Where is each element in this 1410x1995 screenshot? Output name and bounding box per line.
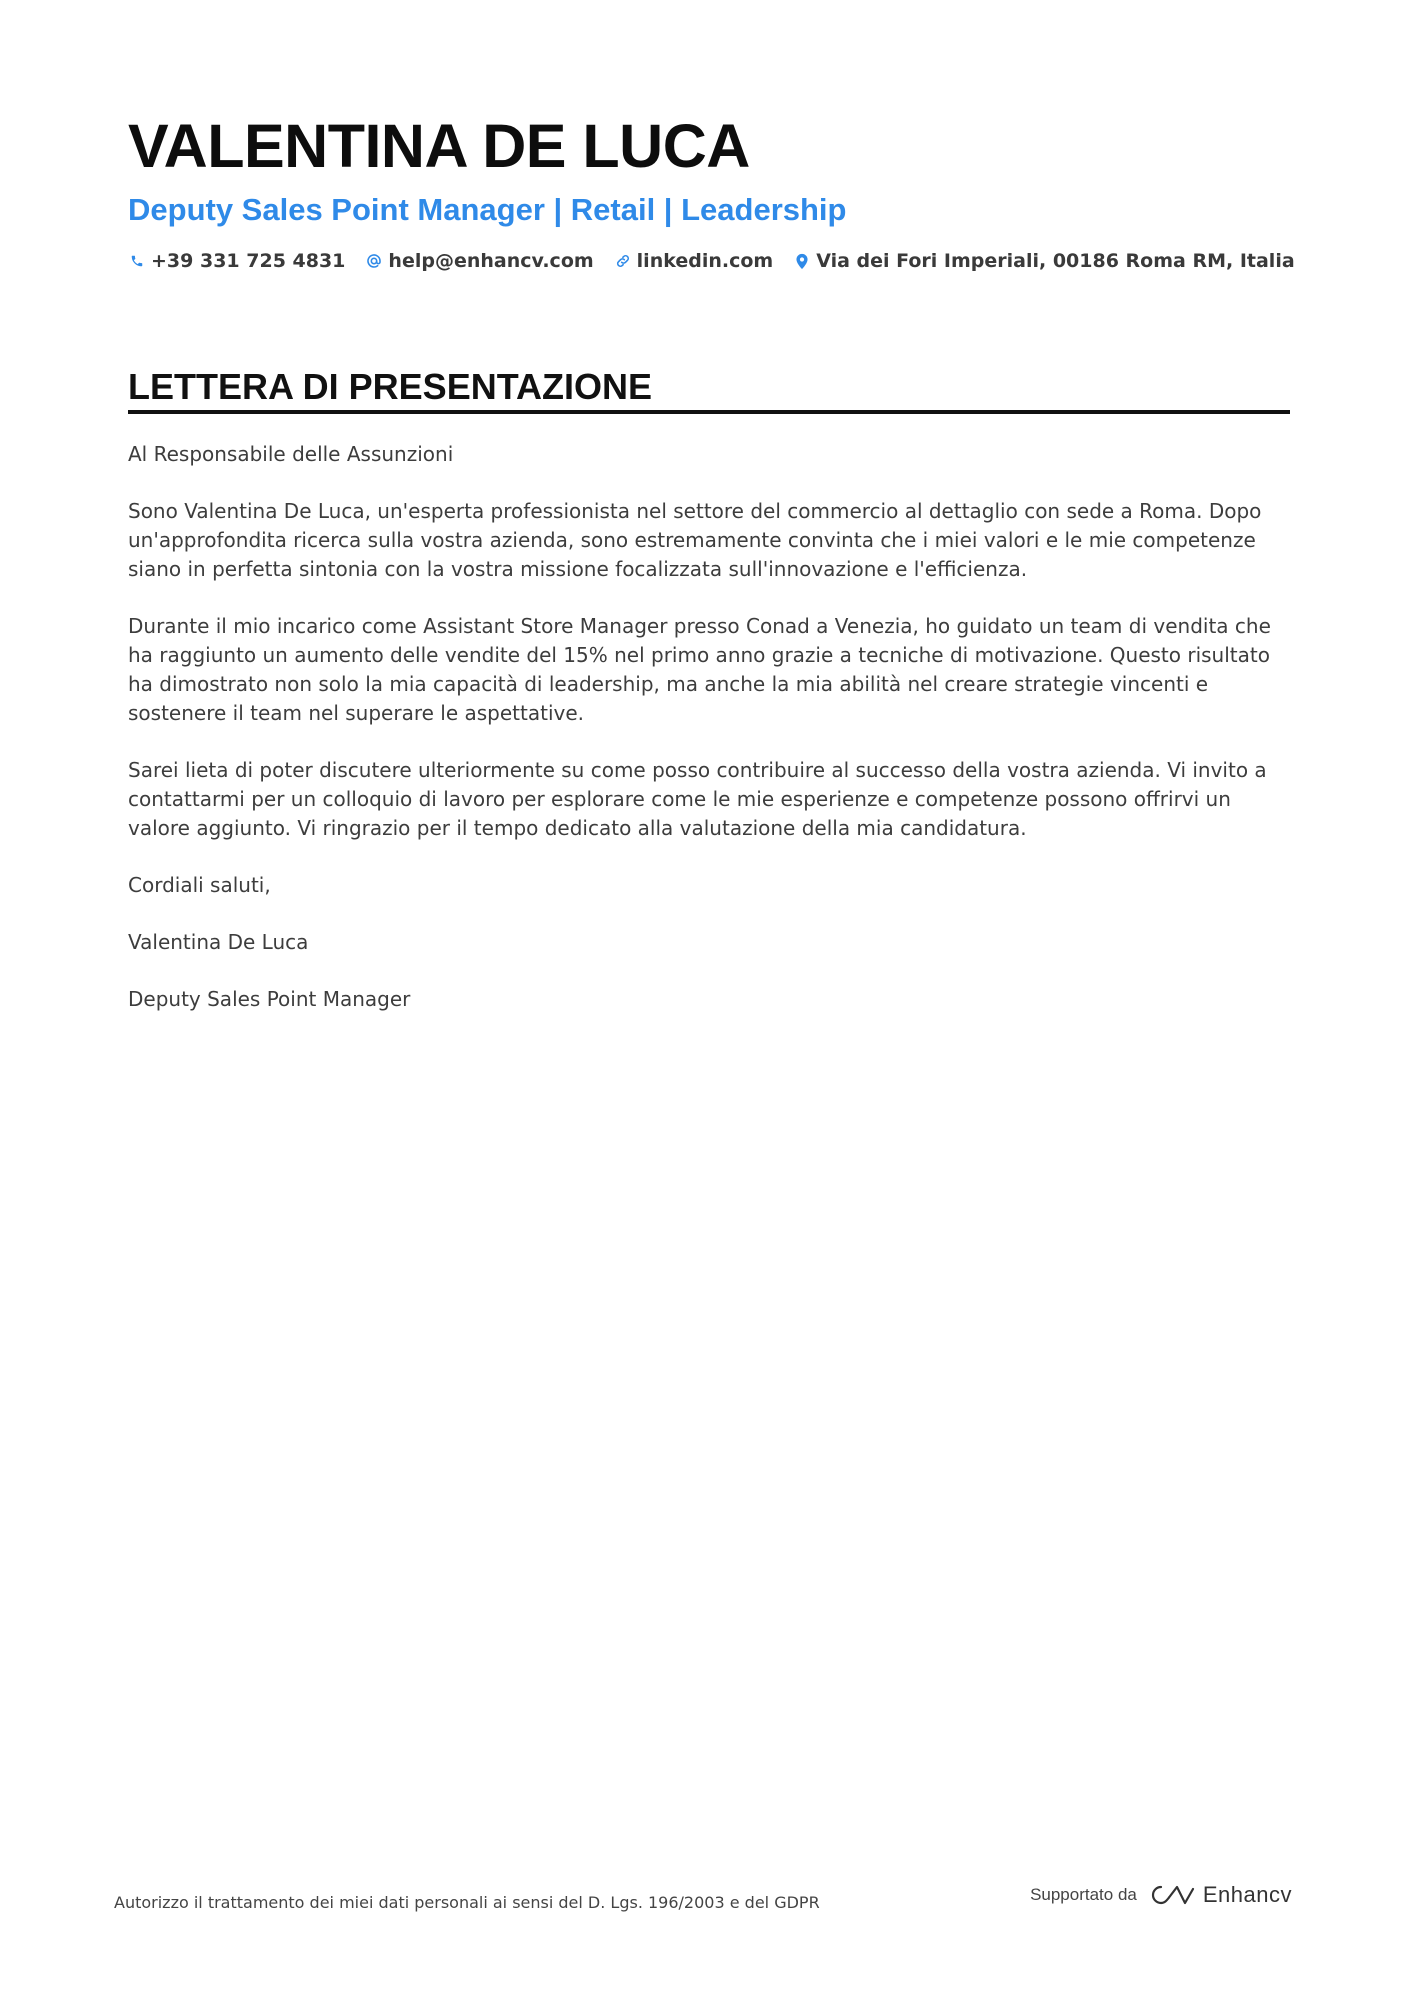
phone-icon [128, 251, 146, 271]
supported-by[interactable] [1030, 1882, 1292, 1908]
location-pin-icon [793, 251, 811, 271]
phone-value: +39 331 725 4831 [151, 250, 346, 272]
contact-location [793, 250, 1294, 272]
signature-name: Valentina De Luca [128, 930, 309, 954]
contact-email[interactable] [365, 250, 593, 272]
link-icon [614, 251, 632, 271]
at-icon [365, 251, 383, 271]
consent-notice: Autorizzo il trattamento dei miei dati personali ai sensi del D. Lgs. 196/2003 e del GDPR [114, 1893, 820, 1912]
letter-paragraph-2: Durante il mio incarico come Assistant Store Manager presso Conad a Venezia, ho guidato un team di vendita che ha raggiunto un aumento delle vendite del 15% nel primo anno grazie a tecniche di motivazione. Questo risultato ha dimostrato non solo la mia capacità di leadership, ma anche la mia abilità nel creare strategie vincenti e sostenere il team nel superare le aspettative. [128, 614, 1271, 725]
letter-paragraph-1: Sono Valentina De Luca, un'esperta professionista nel settore del commercio al dettaglio con sede a Roma. Dopo un'approfondita ricerca sulla vostra azienda, sono estremamente convinta che i miei valori e le mie competenze siano in perfetta sintonia con la vostra missione focalizzata sull'innovazione e l'efficienza. [128, 499, 1262, 581]
contact-phone [128, 250, 345, 272]
letter-paragraph-3: Sarei lieta di poter discutere ulteriormente su come posso contribuire al successo della vostra azienda. Vi invito a contattarmi per un colloquio di lavoro per esplorare come le mie esperienze e competenze possono offrirvi un valore aggiunto. Vi ringrazio per il tempo dedicato alla valutazione della mia candidatura. [128, 758, 1267, 840]
link-value[interactable]: linkedin.com [636, 250, 774, 272]
location-value: Via dei Fori Imperiali, 00186 Roma RM, Italia [816, 250, 1295, 272]
contact-bar [128, 250, 1295, 272]
supported-by-label: Supportato da [1030, 1885, 1137, 1904]
header [128, 108, 1295, 272]
email-value[interactable]: help@enhancv.com [388, 250, 594, 272]
enhancv-brand-name: Enhancv [1202, 1882, 1292, 1907]
contact-link[interactable] [614, 250, 774, 272]
letter-greeting: Al Responsabile delle Assunzioni [128, 442, 454, 466]
section-title: LETTERA DI PRESENTAZIONE [128, 366, 653, 407]
letter-body [128, 440, 1290, 1042]
candidate-name: VALENTINA DE LUCA [128, 112, 750, 180]
enhancv-logo-icon [1149, 1883, 1195, 1907]
letter-closing: Cordiali saluti, [128, 873, 271, 897]
candidate-headline: Deputy Sales Point Manager | Retail | Leadership [128, 192, 847, 227]
section-divider [128, 410, 1290, 414]
signature-title: Deputy Sales Point Manager [128, 987, 411, 1011]
